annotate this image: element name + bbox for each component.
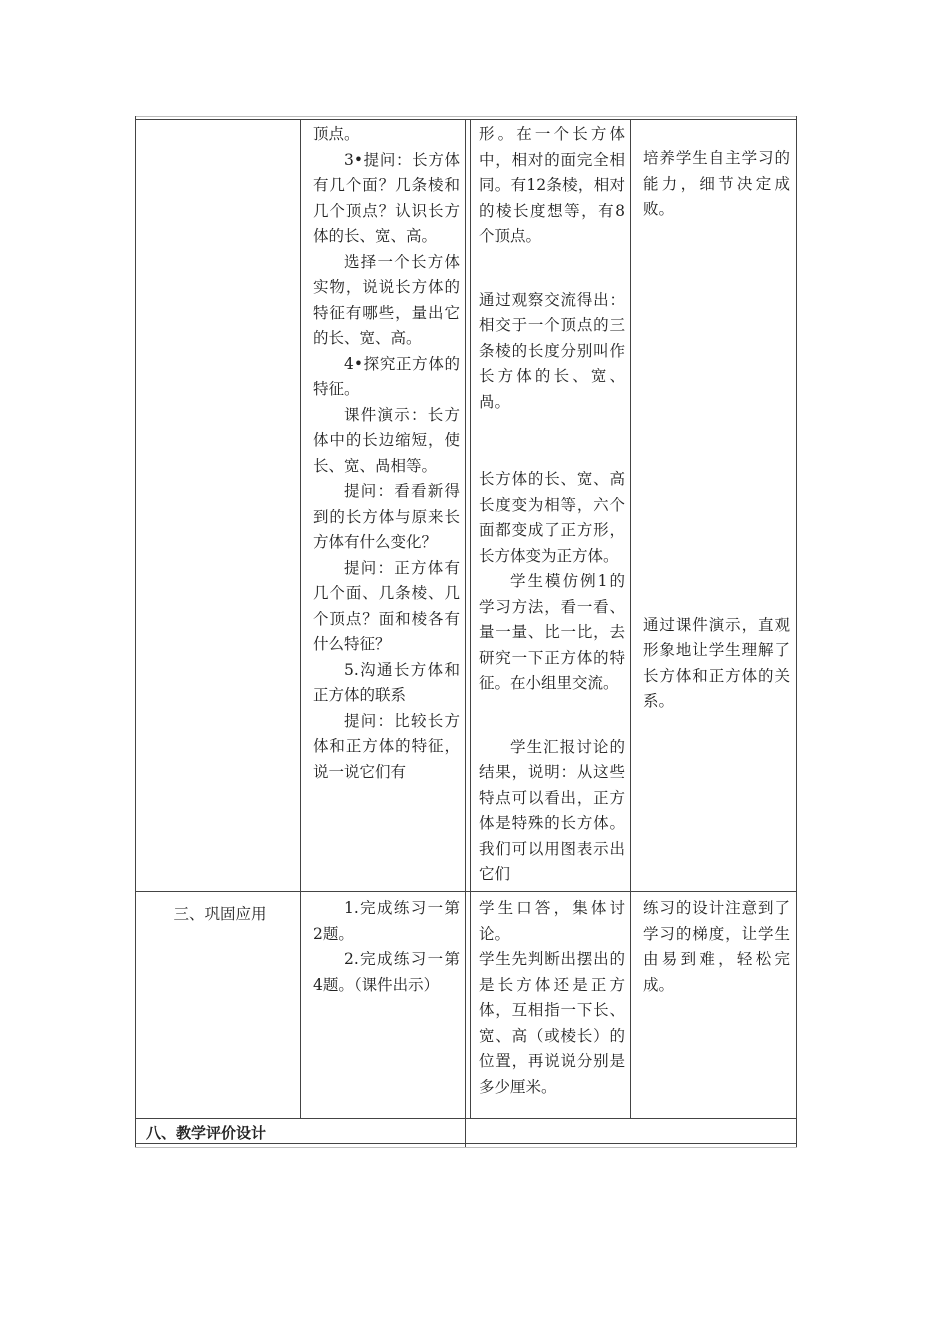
exercise-item: 2.完成练习一第4题。（课件出示） (313, 950, 460, 994)
design-intent-paragraph: 练习的设计注意到了学习的梯度，让学生由易到难，轻松完成。 (643, 899, 790, 994)
stage-label-cell (150, 902, 290, 928)
row-divider (135, 891, 797, 892)
column-divider (300, 119, 301, 1118)
teacher-activity-paragraph: 提问：正方体有几个面、几条棱、几个顶点？面和棱各有什么特征？ (313, 558, 460, 653)
teacher-activity-paragraph: 提问：看看新得到的长方体与原来长方体有什么变化？ (313, 482, 460, 551)
student-activity-paragraph: 通过观察交流得出：相交于一个顶点的三条棱的长度分别叫作长方体的长、宽、咼。 (479, 290, 625, 411)
consolidate-teacher-cell (313, 896, 460, 1116)
teacher-activity-paragraph: 顶点。 (313, 125, 360, 143)
teacher-activity-paragraph: 选择一个长方体实物，说说长方体的特征有哪些，量出它的长、宽、高。 (313, 252, 460, 347)
design-intent-paragraph: 通过课件演示，直观形象地让学生理解了长方体和正方体的关系。 (643, 615, 790, 710)
table-top-rule (135, 116, 797, 117)
column-divider (135, 116, 136, 1147)
teacher-activity-paragraph: 3•提问：长方体有几个面？几条棱和几个顶点？认识长方体的长、宽、高。 (313, 150, 460, 245)
teacher-activity-paragraph: 4•探究正方体的特征。 (313, 354, 460, 398)
column-divider (796, 116, 797, 1147)
teacher-activity-paragraph: 5.沟通长方体和正方体的联系 (313, 660, 460, 704)
consolidate-design-cell (643, 896, 790, 1116)
table-bottom-rule (135, 1143, 797, 1144)
column-divider (465, 119, 466, 1147)
teacher-activity-cell (313, 122, 460, 890)
design-intent-cell (643, 146, 790, 886)
row-divider (135, 1118, 797, 1119)
section-heading: 八、教学评价设计 (146, 1124, 267, 1142)
student-response: 学生口答，集体讨论。 (479, 899, 625, 943)
teacher-activity-paragraph: 课件演示：长方体中的长边缩短，使长、宽、咼相等。 (313, 405, 460, 475)
student-activity-paragraph: 长方体的长、宽、高长度变为相等，六个面都变成了正方形，长方体变为正方体。 (479, 470, 625, 565)
teacher-activity-paragraph: 提问：比较长方体和正方体的特征，说一说它们有 (313, 711, 460, 781)
table-bottom-rule-outer (135, 1147, 797, 1148)
student-activity-paragraph: 形。在一个长方体中，相对的面完全相同。有12条棱，相对的棱长度想等，有8个顶点。 (479, 125, 625, 245)
student-activity-paragraph: 学生汇报讨论的结果，说明：从这些特点可以看出，正方体是特殊的长方体。我们可以用图表示出它们 (479, 737, 625, 883)
design-intent-paragraph: 培养学生自主学习的能力，细节决定成败。 (643, 149, 790, 218)
consolidate-student-cell (479, 896, 625, 1116)
stage-label: 三、巩固应用 (173, 905, 267, 923)
student-activity-cell (479, 122, 625, 890)
student-response: 学生先判断出摆出的是长方体还是正方体，互相指一下长、宽、高（或棱长）的位置，再说说分别是多少厘米。 (479, 950, 625, 1096)
student-activity-paragraph: 学生模仿例1的学习方法，看一看、量一量、比一比，去研究一下正方体的特征。在小组里交流。 (479, 572, 625, 692)
table-top-rule-inner (135, 119, 797, 120)
exercise-item: 1.完成练习一第2题。 (313, 899, 460, 943)
column-divider (630, 119, 631, 1118)
column-divider (470, 119, 471, 1118)
